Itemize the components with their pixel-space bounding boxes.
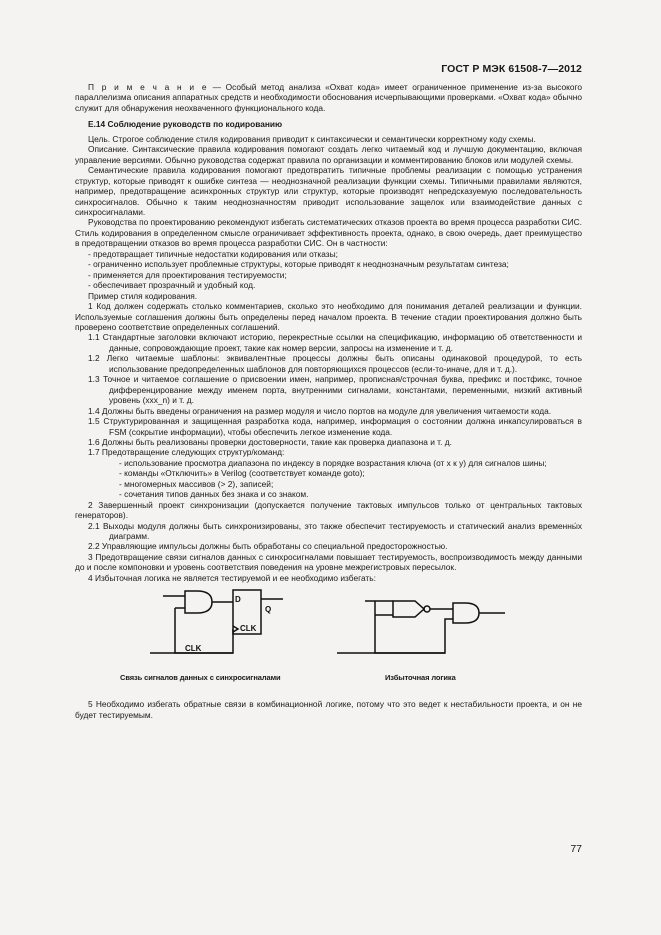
clk-signal-label: CLK — [185, 644, 202, 654]
inverter-gate — [393, 601, 424, 617]
benefit-item: - применяется для проектирования тестируемости; — [88, 269, 287, 280]
avoid-item: - многомерных массивов (> 2), записей; — [119, 478, 274, 489]
note-label: П р и м е ч а н и е — [88, 82, 209, 92]
avoid-item: - команды «Отключить» в Verilog (соответствует команде goto); — [119, 468, 365, 479]
page-number: 77 — [570, 843, 582, 855]
rule-2: 2 Завершенный проект синхронизации (допускается получение тактовых импульсов только от центральных тактовых генераторов). — [75, 499, 582, 521]
and-gate-right — [453, 603, 479, 623]
benefit-item: - ограниченно использует проблемные структуры, которые приводят к неоднозначным результатам синтеза; — [88, 259, 509, 270]
rule-1-item: 1.7 Предотвращение следующих структур/команд: — [88, 447, 285, 458]
goal-paragraph: Цель. Строгое соблюдение стиля кодирования приводит к синтаксически и семантически корректному коду схемы. — [88, 133, 536, 144]
example-title: Пример стиля кодирования. — [88, 290, 198, 301]
rule-1-item: 1.3 Точное и читаемое соглашение о присвоении имен, например, прописная/строчная буква, префикс и постфикс, точное дифференцирование между именем порта, внутренними сигналами, константами, переменными, низкий активный уровень (xxx_n) и т. д. — [88, 374, 582, 406]
semantic-rules-paragraph: Семантические правила кодирования помогают предотвратить типичные проблемы реализации с помощью устранения структур, которые приводят к ошибке синтеза — неоднозначной реализации функции схемы. Типичными правилами являются, например, предотвращение асинхронных структур или структур, которые производят непредсказуемую последовательность синхросигналов. Обычно к таким неоднозначностям приводит использование защелок или взаимодействие данных с синхросигналами. — [75, 165, 582, 217]
note-text: — Особый метод анализа «Охват кода» имеет ограниченное применение из-за высокого параллелизма описания аппаратных средств и необходимости обоснования исчерпывающими проверками. «Охват кода» обычно служит для обнаружения неохваченного функционального кода. — [75, 82, 582, 113]
right-figure-caption: Избыточная логика — [385, 673, 456, 683]
rule-1-item: 1.4 Должны быть введены ограничения на размер модуля и число портов на модуле для увеличения читаемости кода. — [88, 405, 552, 416]
rule-1-item: 1.1 Стандартные заголовки включают историю, перекрестные ссылки на спецификацию, информацию об ответственности и данные, сопровождающие проект, такие как номер версии, запросы на изменение и т. д. — [88, 332, 582, 353]
ff-q-label: Q — [265, 605, 272, 615]
benefit-item: - обеспечивает прозрачный и удобный код. — [88, 280, 256, 291]
rule-5: 5 Необходимо избегать обратные связи в комбинационной логике, потому что это ведет к нестабильности проекта, и он не будет тестируемым. — [75, 699, 582, 720]
note-paragraph — [75, 82, 582, 113]
rule-3: 3 Предотвращение связи сигналов данных с синхросигналами повышает тестируемость, воспроизводимость между данными до и после компоновки и уровень соответствия поведения на уровне межрегистровых пересылок. — [75, 551, 582, 573]
rule-1-item: 1.6 Должны быть реализованы проверки достоверности, такие как проверка диапазона и т. д. — [88, 436, 452, 447]
ff-d-label: D — [235, 595, 241, 605]
rule-2-item: 2.1 Выходы модуля должны быть синхронизированы, это также обеспечит тестируемость и статический анализ временны́х диаграмм. — [88, 520, 582, 542]
guides-paragraph: Руководства по проектированию рекомендуют избегать систематических отказов проекта во время процесса разработки СИС. Стиль кодирования в определенном смысле ограничивает эффективность проекта, однако, в свою очередь, дает преимущество в предотвращении отказов во время процесса разработки СИС. Он в частности: — [75, 217, 582, 249]
page-body — [75, 82, 582, 720]
rule-4: 4 Избыточная логика не является тестируемой и ее необходимо избегать: — [88, 572, 376, 583]
standard-header: ГОСТ Р МЭК 61508-7—2012 — [441, 63, 582, 75]
avoid-item: - сочетания типов данных без знака и со знаком. — [119, 489, 309, 500]
rule-2-item: 2.2 Управляющие импульсы должны быть обработаны со специальной предосторожностью. — [88, 541, 448, 552]
benefit-item: - предотвращает типичные недостатки кодирования или отказы; — [88, 248, 338, 259]
logic-figure — [75, 587, 582, 699]
rule-1-item: 1.5 Структурированная и защищенная разработка кода, например, информация о состоянии должна инкапсулироваться в FSM (сокрытие информации), чтобы обеспечить легкое изменение кода. — [88, 416, 582, 437]
description-paragraph: Описание. Синтаксические правила кодирования помогают создать легко читаемый код и лучшую документацию, включая управление версиями. Обычно руководства содержат правила по организации и комментированию блоков или модулей схемы. — [75, 144, 582, 165]
and-gate-left — [185, 591, 212, 613]
section-title: Е.14 Соблюдение руководств по кодированию — [88, 119, 283, 130]
avoid-item: - использование просмотра диапазона по индексу в порядке возрастания ключа (от x к y) для сигналов шины; — [119, 457, 547, 468]
rule-1-item: 1.2 Легко читаемые шаблоны: эквивалентные процессы должны быть описаны одинаковой процедурой, то есть использование предопределенных шаблонов для повторяющихся процессов (если-то-иначе, для и т. д.). — [88, 353, 582, 374]
ff-clk-label: CLK — [240, 624, 257, 634]
rule-1: 1 Код должен содержать столько комментариев, сколько это необходимо для понимания деталей реализации и функции. Используемые соглашения должны быть определены перед началом проекта. В течение стадии проектирования должно быть проверено соответствие определенных соглашений. — [75, 301, 582, 332]
left-figure-caption: Связь сигналов данных с синхросигналами — [120, 673, 281, 683]
